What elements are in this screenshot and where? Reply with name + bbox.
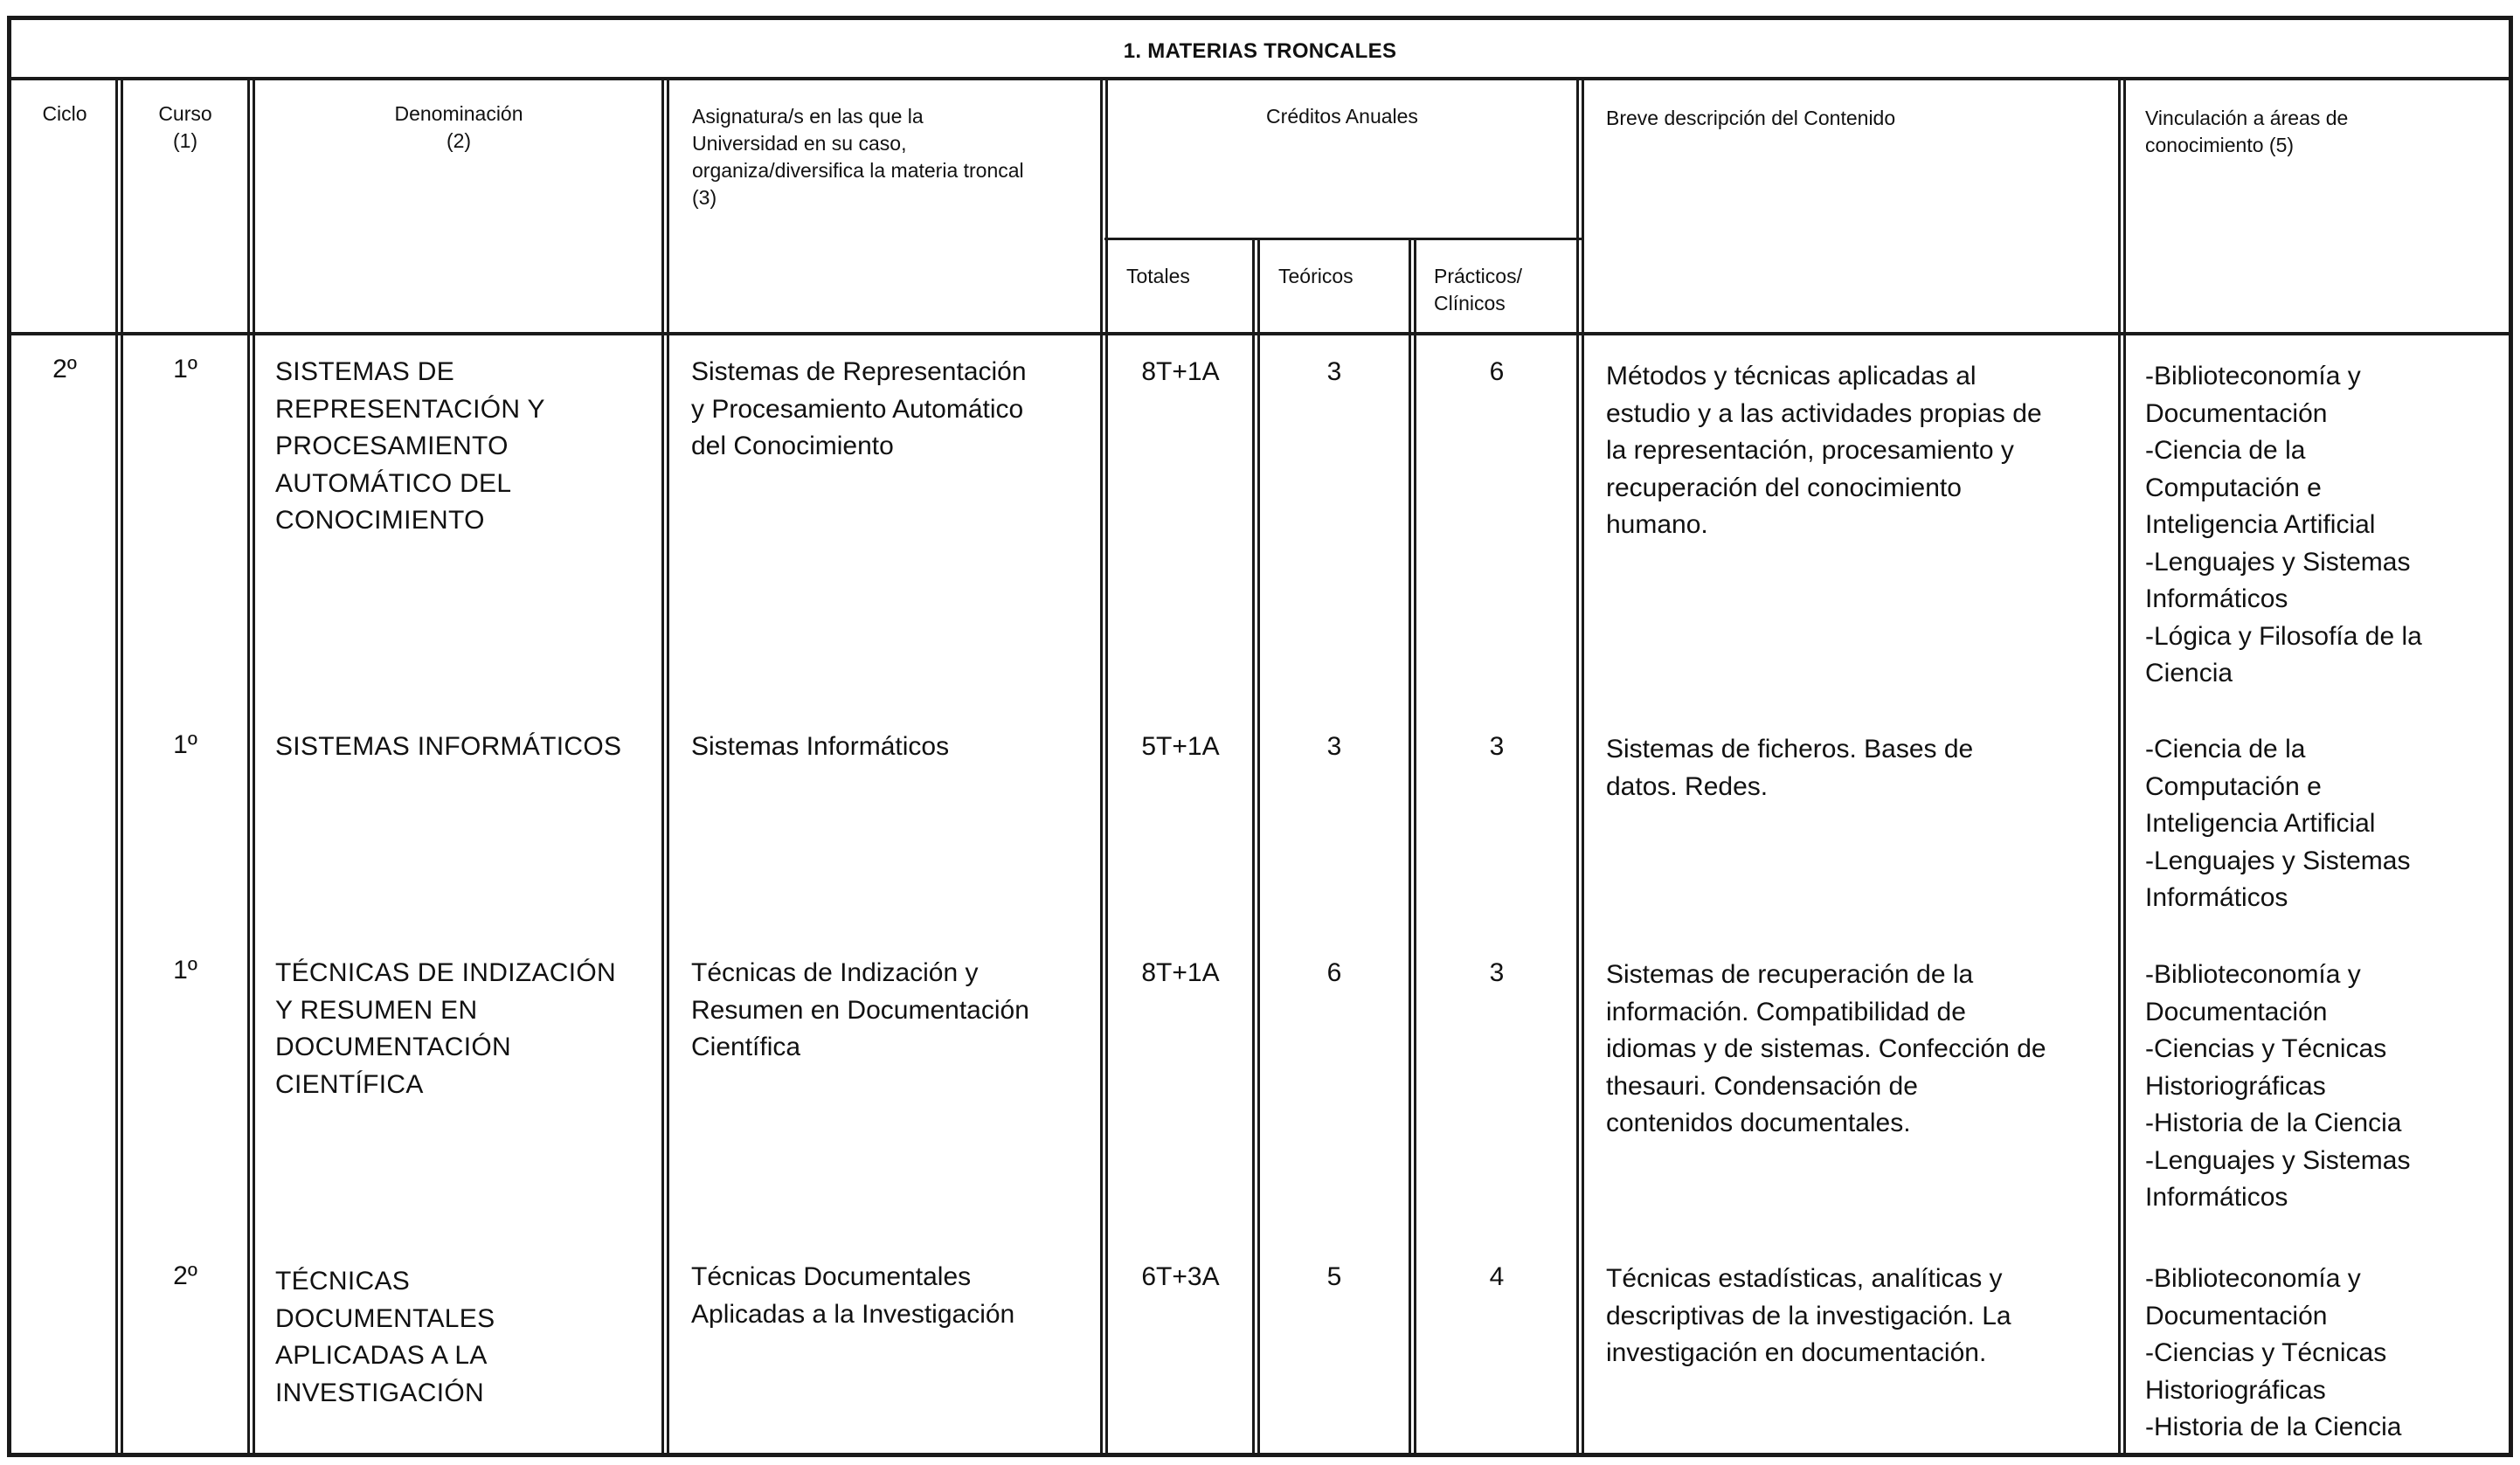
header-practicos: Prácticos/ Clínicos	[1434, 265, 1522, 314]
row-practicos: 3	[1489, 958, 1505, 987]
header-ciclo: Ciclo	[42, 102, 87, 125]
header-vinculacion: Vinculación a áreas de conocimiento (5)	[2145, 107, 2349, 156]
row-vinculacion: -Ciencia de la Computación e Inteligencia Artificial -Lenguajes y Sistemas Informáticos	[2145, 735, 2411, 912]
rule-under-title	[7, 77, 2513, 80]
row-descripcion: Métodos y técnicas aplicadas al estudio y a las actividades propias de la representación, procesamiento y recuperación del conocimiento humano.	[1606, 362, 2042, 539]
header-creditos-anuales: Créditos Anuales	[1266, 105, 1418, 128]
header-teoricos: Teóricos	[1278, 265, 1353, 287]
row-practicos: 4	[1489, 1262, 1505, 1291]
row-asignatura: Técnicas de Indización y Resumen en Documentación Científica	[691, 958, 1029, 1061]
rule-under-header	[7, 332, 2513, 335]
col-divider-practicos	[1576, 79, 1579, 1457]
row-curso: 1º	[173, 355, 197, 384]
row-totales: 8T+1A	[1141, 958, 1220, 987]
row-denominacion: SISTEMAS DE REPRESENTACIÓN Y PROCESAMIENTO AUTOMÁTICO DEL CONOCIMIENTO	[275, 357, 545, 535]
col-divider-denominacion	[661, 79, 664, 1457]
row-asignatura: Sistemas Informáticos	[691, 732, 950, 761]
row-totales: 6T+3A	[1141, 1262, 1220, 1291]
rule-creditos-split	[1104, 238, 1582, 240]
row-descripcion: Técnicas estadísticas, analíticas y descriptivas de la investigación. La investigación en documentación.	[1606, 1264, 2011, 1367]
row-practicos: 6	[1489, 357, 1505, 386]
row-vinculacion: -Biblioteconomía y Documentación -Ciencias y Técnicas Historiográficas -Historia de la Ciencia	[2145, 1264, 2402, 1441]
row-descripcion: Sistemas de recuperación de la información. Compatibilidad de idiomas y de sistemas. Confección de thesauri. Condensación de contenidos documentales.	[1606, 960, 2046, 1137]
row-denominacion: TÉCNICAS DOCUMENTALES APLICADAS A LA INVESTIGACIÓN	[275, 1267, 495, 1407]
row-teoricos: 3	[1326, 732, 1342, 761]
row-curso: 1º	[173, 730, 197, 759]
row-vinculacion: -Biblioteconomía y Documentación -Ciencia de la Computación e Inteligencia Artificial -Lenguajes y Sistemas Informáticos -Lógica y Filosofía de la Ciencia	[2145, 362, 2422, 688]
header-denominacion: Denominación (2)	[394, 102, 523, 152]
col-divider-descripcion	[2118, 79, 2121, 1457]
row-totales: 8T+1A	[1141, 357, 1220, 386]
header-asignaturas: Asignatura/s en las que la Universidad en su caso, organiza/diversifica la materia troncal (3)	[692, 105, 1024, 209]
row-practicos: 3	[1489, 732, 1505, 761]
row-denominacion: TÉCNICAS DE INDIZACIÓN Y RESUMEN EN DOCUMENTACIÓN CIENTÍFICA	[275, 958, 616, 1099]
row-vinculacion: -Biblioteconomía y Documentación -Ciencias y Técnicas Historiográficas -Historia de la Ciencia -Lenguajes y Sistemas Informáticos	[2145, 960, 2411, 1212]
row-denominacion: SISTEMAS INFORMÁTICOS	[275, 732, 622, 761]
row-asignatura: Técnicas Documentales Aplicadas a la Investigación	[691, 1262, 1015, 1329]
row-descripcion: Sistemas de ficheros. Bases de datos. Redes.	[1606, 735, 1974, 801]
header-descripcion: Breve descripción del Contenido	[1606, 107, 1896, 129]
row-asignatura: Sistemas de Representación y Procesamiento Automático del Conocimiento	[691, 357, 1027, 460]
header-totales: Totales	[1126, 265, 1190, 287]
col-divider-asignatura	[1100, 79, 1103, 1457]
row-curso: 2º	[173, 1261, 197, 1290]
row-teoricos: 5	[1326, 1262, 1342, 1291]
col-divider-ciclo	[115, 79, 118, 1457]
col-divider-curso	[247, 79, 250, 1457]
section-title: 1. MATERIAS TRONCALES	[1123, 39, 1397, 63]
row-curso: 1º	[173, 956, 197, 985]
row-teoricos: 6	[1326, 958, 1342, 987]
ciclo-value: 2º	[52, 355, 77, 384]
row-teoricos: 3	[1326, 357, 1342, 386]
header-curso: Curso (1)	[158, 102, 212, 152]
row-totales: 5T+1A	[1141, 732, 1220, 761]
